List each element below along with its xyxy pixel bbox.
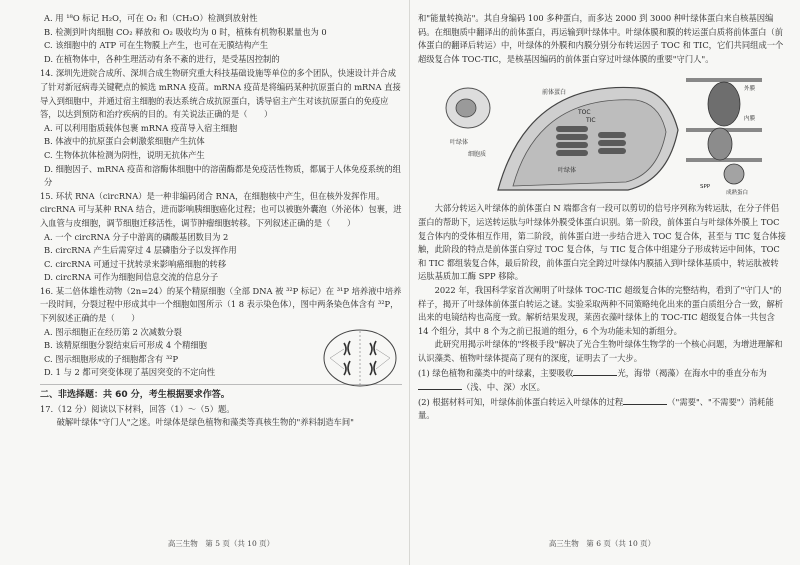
q14-option-c: C. 生物体抗体检测为阴性，说明无抗体产生: [44, 149, 205, 160]
left-page: [40, 0, 402, 565]
dividing-cell-figure: [320, 327, 400, 389]
q16-option-d: D. 1 与 2 都可突变体现了基因突变的不定向性: [44, 367, 216, 378]
q14-stem: 14. 深圳先进院合成所、深圳合成生物研究重大科技基础设施等单位的多个团队，快速设计并合成了针对新冠病毒关键靶点的候选 mRNA 疫苗。mRNA 疫苗是将编码某种抗原蛋白的 mRNA 直接导入到细胞中，并通过宿主细胞的表达系统合成抗原蛋白，诱导宿主产生对该抗原蛋白的免疫应答，以达到预防和治疗疾病的目的。有关说法正确的是（ ）: [40, 68, 401, 120]
label-mature-protein: 成熟蛋白: [726, 190, 749, 197]
subquestion-2-part-a: (2) 根据材料可知，叶绿体前体蛋白转运入叶绿体的过程: [418, 396, 624, 407]
answer-blank-2[interactable]: [418, 380, 462, 390]
q14-option-a: A. 可以利用脂质载体包裹 mRNA 疫苗导入宿主细胞: [44, 122, 238, 133]
label-outer-membrane: 外膜: [744, 86, 756, 93]
label-chloroplast-a: 叶绿体: [450, 139, 469, 147]
answer-blank-1[interactable]: [573, 366, 617, 376]
right-page: [418, 0, 786, 565]
question-14: [40, 67, 402, 189]
subquestion-2: [418, 395, 786, 423]
q13-option-a: A. 用 ¹⁸O 标记 H₂O，可在 O₂ 和（CH₂O）检测到放射性: [44, 13, 258, 23]
q13-option-b: B. 检测到叶肉细胞 CO₂ 释放和 O₂ 吸收均为 0 时，植株有机物积累量也为 0: [44, 26, 327, 37]
chloroplast-transport-figure: [438, 70, 768, 198]
paragraph-two: 大部分转运入叶绿体的前体蛋白 N 端都含有一段可以剪切的信号序列称为转运肽，在分子伴侣蛋白的帮助下，运送转运肽与叶绿体外膜受体蛋白识别。第一阶段，前体蛋白与叶绿体外膜上 TOC 复合体内的受体相互作用，第二阶段，前体蛋白进一步结合进入 TOC 复合体，甚至与 TIC 复合体接触，此阶段的特点是前体蛋白穿过 TOC 复合体，与 TIC 复合体中组建分子形成转运中间体，TOC 和 TIC 都组装复合体，最后阶段，前体蛋白完全跨过叶绿体内膜插入到叶绿体基质中，转运肽被转运肽基质加工酶 SPP 移除。: [418, 203, 786, 282]
right-page-footer: 高三生物 第 6 页（共 10 页）: [548, 539, 656, 549]
label-inner-membrane: 内膜: [744, 116, 756, 123]
label-precursor-protein: 前体蛋白: [542, 89, 567, 97]
label-chloroplast-b: 叶绿体: [558, 167, 577, 175]
q15-stem: 15. 环状 RNA（circRNA）是一种非编码闭合 RNA，在细胞核中产生，但在核外发挥作用。circRNA 可与某种 RNA 结合，进而影响胰细胞癌化过程；也可以被胞外囊泡（外泌体）包裹，进入血管与皮细胞，调节细胞迁移活性，调节肿瘤细胞转移。下列叙述正确的是（ ）: [40, 190, 402, 228]
section-two-title: 二、非选择题：共 60 分，考生根据要求作答。: [40, 390, 230, 401]
q16-option-a: A. 图示细胞正在经历第 2 次减数分裂: [44, 326, 182, 337]
q15-option-a: A. 一个 circRNA 分子中游离的磷酸基团数目为 2: [44, 231, 229, 242]
q17-first-line: 破解叶绿体"守门人"之迷。叶绿体是绿色植物和藻类等真核生物的"养料制造车间": [56, 417, 354, 428]
q14-option-b: B. 体液中的抗原蛋白会刺激浆细胞产生抗体: [44, 136, 205, 147]
q13-option-c: C. 该细胞中的 ATP 可在生物膜上产生，也可在无膜结构产生: [44, 40, 269, 51]
q15-option-c: C. circRNA 可通过干扰转录来影响癌细胞的转移: [44, 258, 227, 269]
subquestion-1-part-c: （浅、中、深）水区。: [462, 382, 545, 393]
q15-option-d: D. circRNA 可作为细胞间信息交流的信息分子: [44, 272, 219, 283]
question-15: [40, 190, 402, 285]
label-spp: SPP: [700, 184, 711, 191]
left-page-footer: 高三生物 第 5 页（共 10 页）: [167, 539, 275, 549]
q13-options: [40, 12, 402, 66]
paragraph-four: 此研究用揭示叶绿体的"终极手段"解决了光合生物叶绿体生物学的一个核心问题，为增进理解和认识藻类、植物叶绿体提高了现有的深度，证明去了一大步。: [418, 339, 783, 363]
label-cytoplasm: 细胞质: [468, 151, 487, 159]
label-toc: TOC: [578, 109, 591, 117]
q13-option-d: D. 在植物体中，各种生理活动有条不紊的进行，是受基因控制的: [44, 53, 280, 64]
q14-option-d: D. 细胞因子、mRNA 疫苗和溶酶体细胞中的溶菌酶都是免疫活性物质，都属于人体免疫系统的组分: [44, 163, 401, 188]
answer-blank-3[interactable]: [623, 395, 667, 405]
q16-option-c: C. 图示细胞形成的子细胞都含有 ³²P: [44, 353, 179, 364]
q16-option-b: B. 该精原细胞分裂结束后可形成 4 个精细胞: [44, 340, 207, 351]
q17-lead: 17.（12 分）阅读以下材料，回答（1）～（5）题。: [40, 403, 235, 414]
paragraph-three: 2022 年，我国科学家首次阐明了叶绿体 TOC-TIC 超级复合体的完整结构，看到了"守门人"的样子，揭开了叶绿体前体蛋白转运之谜。实验采取两种不同策略纯化出来的蛋白质组分合一致，解析出来的电镜结构也高度一致。解析结果发现，莱茵衣藻叶绿体上的 TOC-TIC 超级复合体一共包含 14 个组分，其中 8 个为之前已报道的组分，6 个为功能未知的新组分。: [418, 284, 784, 336]
subquestion-2-part-b: （"需要"、"不需要"）消耗能量。: [418, 396, 774, 421]
q16-stem: 16. 某二倍体雄性动物（2n=24）的某个精原细胞（全部 DNA 被 ³²P 标记）在 ³¹P 培养液中培养一段时间，分裂过程中形成其中一个细胞如图所示（1 8 表示染色体），图中两条染色体含有 ³²P，下列叙述正确的是（ ）: [40, 285, 402, 324]
question-16: [40, 285, 402, 380]
subquestion-1: [418, 366, 786, 395]
subquestion-1-part-a: (1) 绿色植物和藻类中的叶绿素，主要吸收: [418, 367, 574, 378]
intro-paragraph: 和"能量转换站"。其自身编码 100 多种蛋白，而多达 2000 到 3000 种叶绿体蛋白来自核基因编码。在细胞质中翻译出的前体蛋白，再运输到叶绿体中。叶绿体膜和膜的转运蛋白质将前体蛋白（前体蛋白的翻译后转运）中，叶绿体的外膜和内膜分别分布转运因子 TOC 和 TIC，它们共同组成一个超级复合体 TOC-TIC，是核基因编码的前体蛋白穿过叶绿体膜的重要"守门人"。: [418, 13, 784, 64]
q15-option-b: B. circRNA 产生后需穿过 4 层磷脂分子以发挥作用: [44, 245, 237, 256]
subquestion-1-part-b: 光，海带（褐藻）在海水中的垂直分布为: [617, 367, 767, 378]
page-divider: [409, 0, 410, 565]
label-tic: TIC: [586, 117, 596, 125]
